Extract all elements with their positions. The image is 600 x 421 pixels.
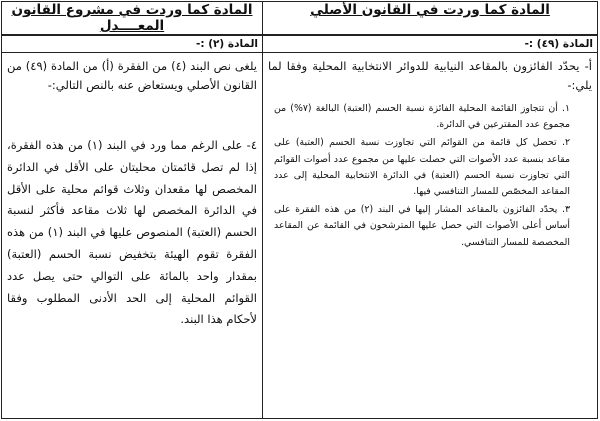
original-item: ٣. يحدّد الفائزون بالمقاعد المشار إليها في البند (٢) من هذه الفقرة على أساس أعلى الأصوات التي حصل عليها المترشحون في القائمة عن المقاعد المخصصة للمسار التنافسي. [274, 204, 570, 248]
header-amended-law: المادة كما وردت في مشروع القانون المعــــدل [2, 2, 263, 36]
original-article-text [263, 53, 598, 419]
original-item: ١. أن تتجاوز القائمة المحلية الفائزة نسبة الحسم (العتبة) البالغة (٧%) من مجموع عدد المقترعين في الدائرة. [274, 103, 570, 131]
content-row [2, 53, 598, 419]
amendment-new-text: ٤- على الرغم مما ورد في البند (١) من هذه الفقرة، إذا لم تصل قائمتان محليتان على الأقل في الدائرة المخصص لها مقعدان وثلاث قوائم محلية على الأقل في الدائرة المخصص لها ثلاث مقاعد فأكثر لنسبة الحسم (العتبة) المنصوص عليها في البند (١) من هذه الفقرة تقوم الهيئة بتخفيض نسبة الحسم (العتبة) بمقدار واحد بالمائة على التوالي حتى يصل عدد القوائم المحلية إلى الحد الأدنى المطلوب وفقا لأحكام هذا البند. [7, 138, 257, 327]
amended-article-text [2, 53, 263, 419]
original-item: ٢. تحصل كل قائمة من القوائم التي تجاوزت نسبة الحسم (العتبة) على مقاعد بنسبة عدد الأصوات التي حصلت عليها من مجموع عدد أصوات القوائم التي تجاوزت نسبة الحسم (العتبة) في الدائرة الانتخابية المحلية إلى عدد المقاعد المخصّص للمسار التنافسي فيها. [274, 137, 570, 198]
article-label-original: المادة (٤٩) :- [263, 35, 598, 53]
article-label-amended: المادة (٢) :- [2, 35, 263, 53]
header-row [2, 2, 598, 36]
article-label-row [2, 35, 598, 53]
comparison-document [2, 1, 598, 419]
amendment-instruction: يلغى نص البند (٤) من الفقرة (أ) من المادة (٤٩) من القانون الأصلي ويستعاض عنه بالنص التالي:- [7, 59, 257, 92]
original-intro: أ- يحدّد الفائزون بالمقاعد النيابية للدوائر الانتخابية المحلية وفقا لما يلي:- [268, 59, 592, 92]
comparison-table [1, 1, 598, 419]
header-original-law: المادة كما وردت في القانون الأصلي [263, 2, 598, 36]
